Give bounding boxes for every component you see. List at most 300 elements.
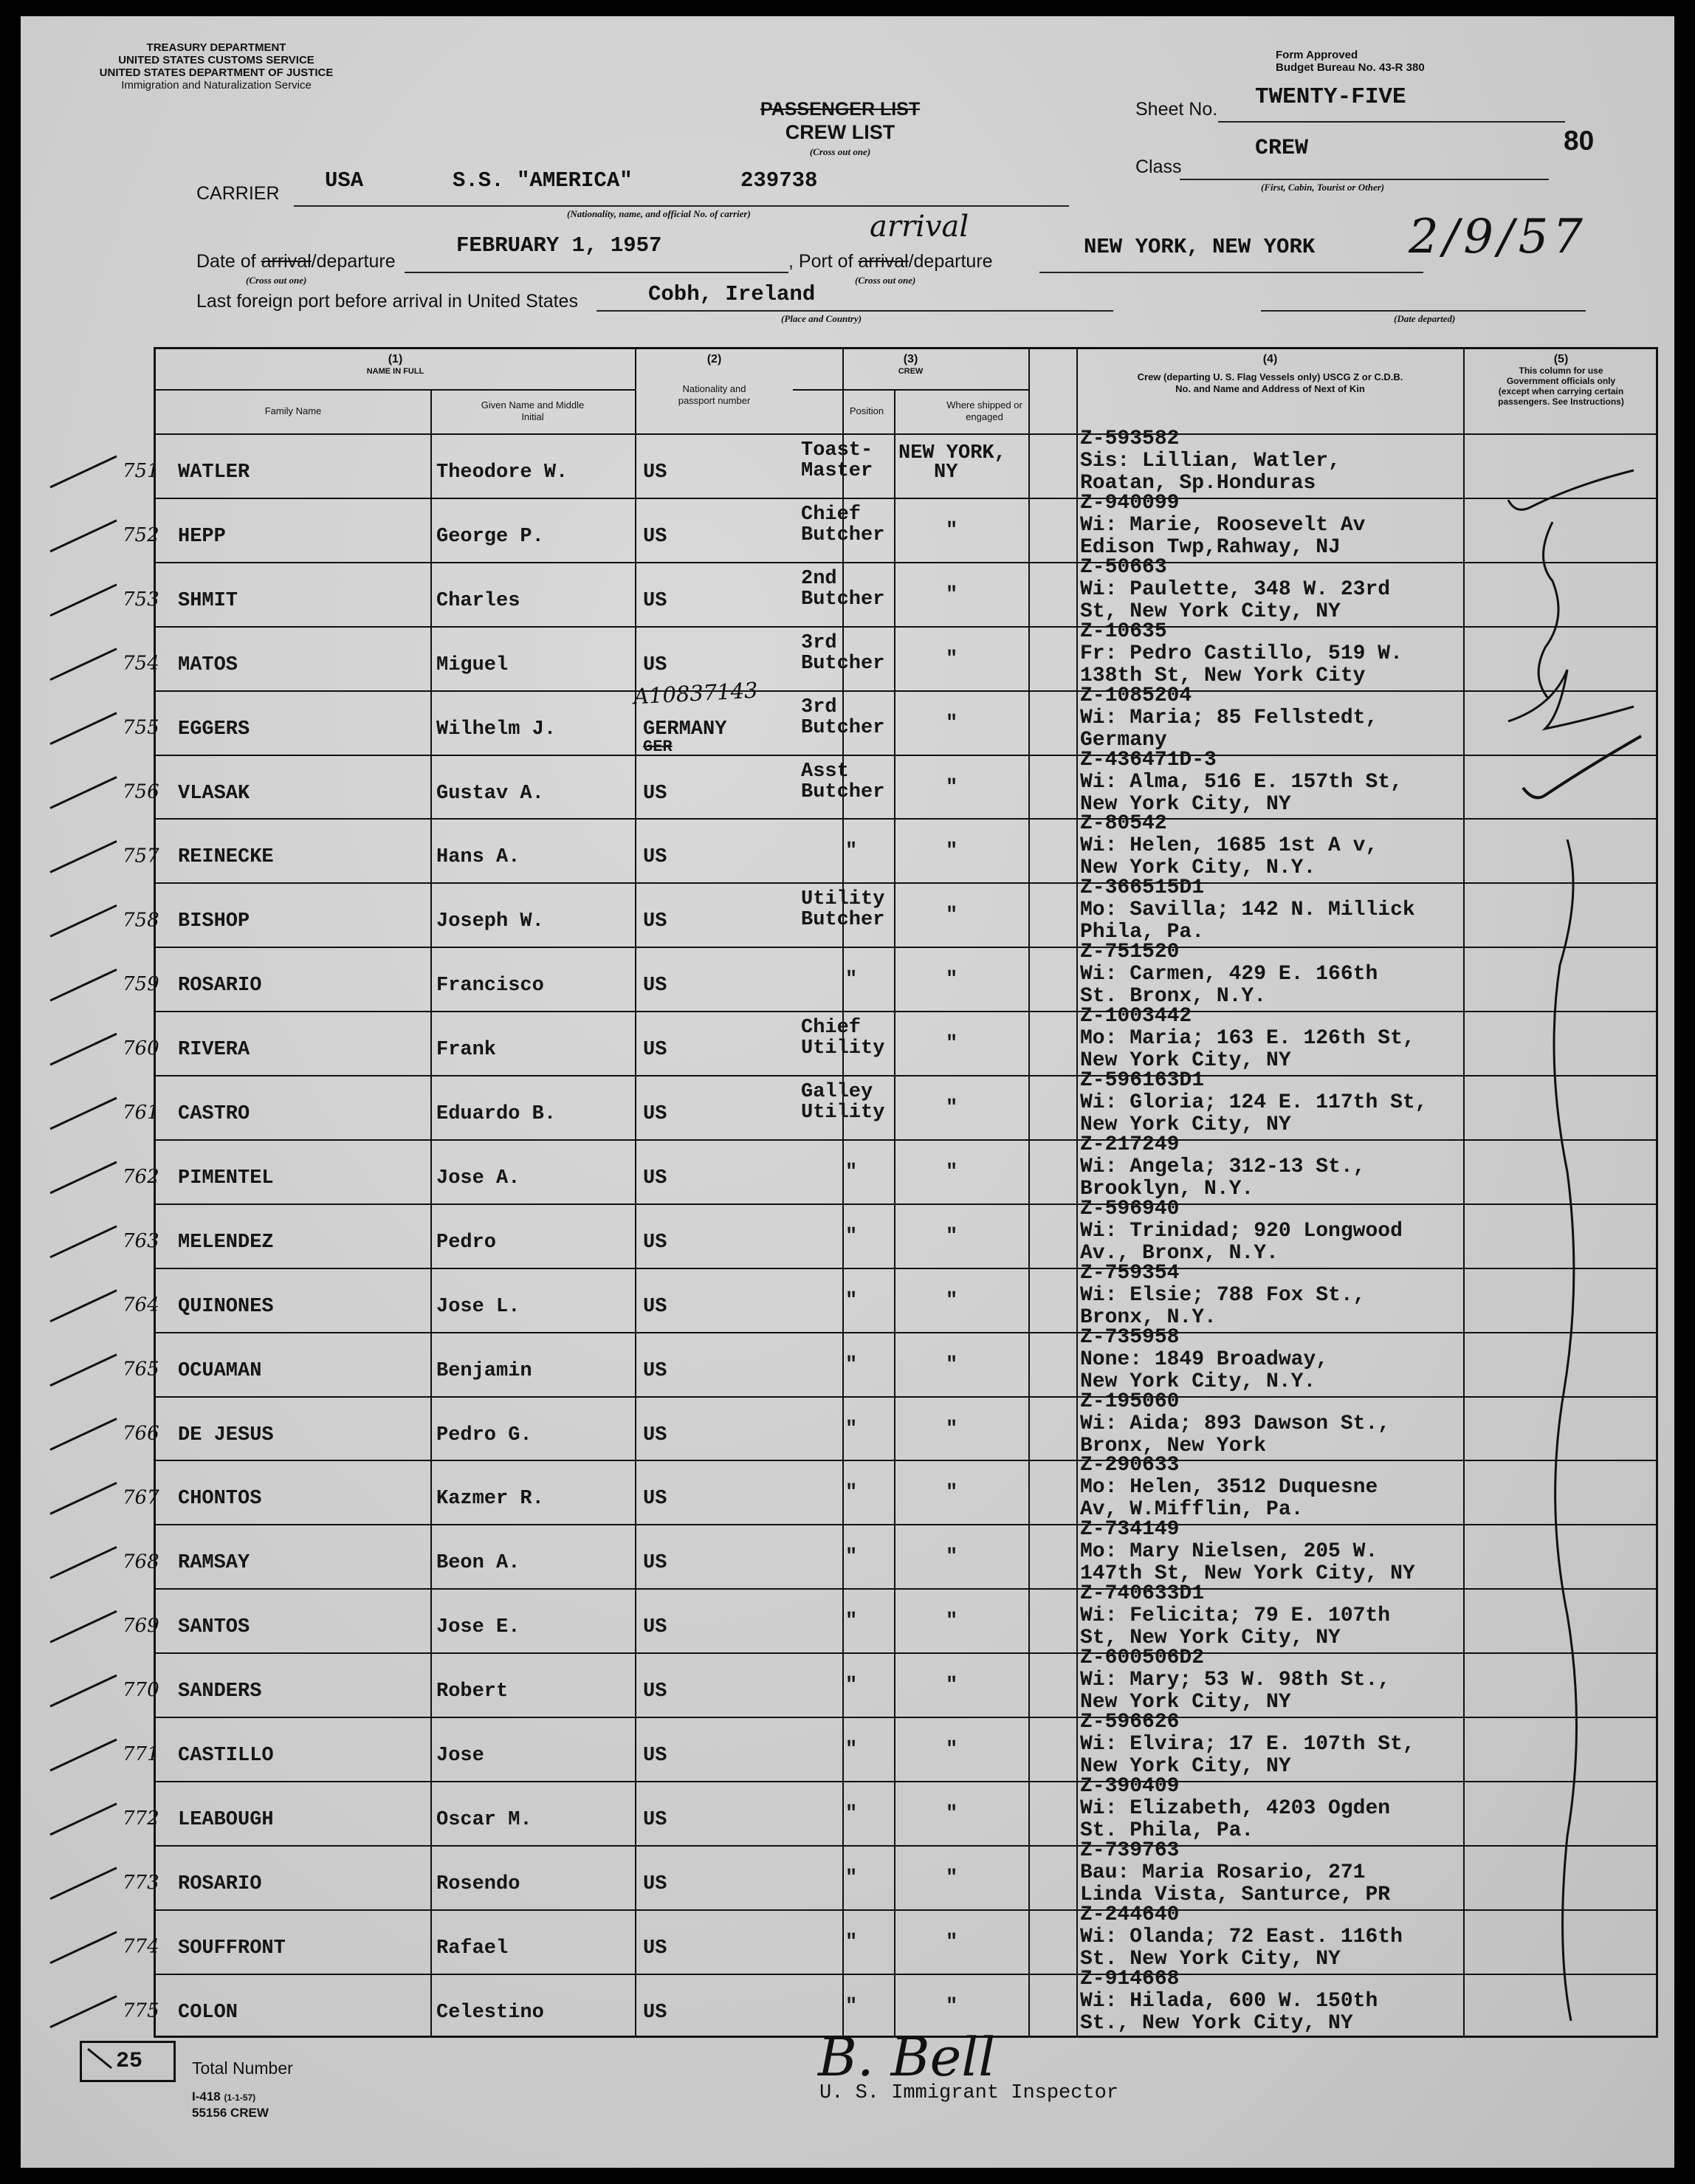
- crew-z-number: Z-390409: [1080, 1774, 1180, 1798]
- table-row: [156, 491, 1656, 562]
- crew-z-number: Z-596940: [1080, 1197, 1180, 1220]
- next-of-kin-line-2: Brooklyn, N.Y.: [1080, 1177, 1254, 1201]
- position: ": [845, 1802, 858, 1825]
- position-line-1: 2nd: [801, 567, 837, 590]
- next-of-kin-line-1: Sis: Lillian, Watler,: [1080, 450, 1341, 473]
- next-of-kin-line-2: Linda Vista, Santurce, PR: [1080, 1883, 1391, 1906]
- tally-mark: [50, 1291, 117, 1322]
- carrier-label: CARRIER: [196, 183, 280, 204]
- nationality: US: [643, 1103, 667, 1125]
- row-number: 772: [123, 1807, 159, 1830]
- position-line-1: Galley: [801, 1081, 873, 1103]
- shipped: ": [946, 1289, 958, 1312]
- tally-mark: [50, 905, 117, 936]
- next-of-kin-line-2: New York City, N.Y.: [1080, 856, 1316, 880]
- position-line-2: Utility: [801, 1102, 885, 1124]
- class-caption: (First, Cabin, Tourist or Other): [1261, 182, 1385, 193]
- carrier-name: S.S. "AMERICA": [453, 168, 633, 193]
- tally-mark: [50, 1996, 117, 2027]
- position-line-2: Butcher: [801, 716, 885, 739]
- next-of-kin-line-1: Wi: Trinidad; 920 Longwood: [1080, 1219, 1403, 1243]
- position: ": [845, 1289, 858, 1312]
- family-name: RAMSAY: [178, 1552, 250, 1575]
- next-of-kin-line-1: Wi: Mary; 53 W. 98th St.,: [1080, 1669, 1391, 1692]
- col1-family-header: Family Name: [264, 405, 322, 416]
- crew-z-number: Z-600506D2: [1080, 1646, 1205, 1670]
- tally-mark: [50, 1419, 117, 1450]
- shipped-line-1: NEW YORK,: [898, 442, 1006, 464]
- shipped: ": [946, 1225, 958, 1248]
- next-of-kin-line-1: Wi: Helen, 1685 1st A v,: [1080, 834, 1378, 858]
- row-number: 770: [123, 1679, 159, 1702]
- row-number: 758: [123, 909, 159, 932]
- col4-title: Crew (departing U. S. Flag Vessels only) USCG Z or C.D.B. No. and Name and Address of Next of Kin: [1137, 371, 1403, 394]
- tally-mark: [50, 1162, 117, 1193]
- tally-mark: [50, 585, 117, 616]
- given-name: Beon A.: [436, 1552, 520, 1575]
- shipped: ": [946, 904, 958, 927]
- tally-mark: [50, 1355, 117, 1386]
- family-name: EGGERS: [178, 718, 250, 741]
- carrier-number: 239738: [740, 168, 818, 193]
- margin-tally-icon: [43, 430, 159, 2054]
- next-of-kin-line-1: Mo: Mary Nielsen, 205 W.: [1080, 1540, 1378, 1564]
- nationality: US: [643, 1039, 667, 1062]
- next-of-kin-line-2: St. New York City, NY: [1080, 1947, 1341, 1971]
- row-number: 756: [123, 780, 159, 803]
- crew-z-number: Z-195060: [1080, 1390, 1180, 1413]
- next-of-kin-line-2: Av, W.Mifflin, Pa.: [1080, 1498, 1304, 1522]
- shipped: ": [946, 712, 958, 735]
- title-cross-out-note: (Cross out one): [809, 146, 871, 157]
- form-approved-line-1: Form Approved: [1276, 49, 1358, 61]
- next-of-kin-line-1: Wi: Elsie; 788 Fox St.,: [1080, 1283, 1366, 1307]
- row-number: 755: [123, 716, 159, 739]
- position-line-2: Butcher: [801, 523, 885, 546]
- position-line-2: Butcher: [801, 652, 885, 675]
- given-name: Celestino: [436, 2001, 544, 2024]
- col1-title: NAME IN FULL: [366, 367, 424, 376]
- total-number-label: Total Number: [192, 2058, 293, 2078]
- next-of-kin-line-1: Mo: Helen, 3512 Duquesne: [1080, 1476, 1378, 1500]
- port-value: NEW YORK, NEW YORK: [1084, 235, 1316, 259]
- table-row: [156, 812, 1656, 882]
- shipped: ": [946, 1353, 958, 1376]
- nationality: US: [643, 653, 667, 676]
- next-of-kin-line-1: Wi: Elizabeth, 4203 Ogden: [1080, 1796, 1391, 1820]
- position-line-2: Utility: [801, 1037, 885, 1060]
- position-line-2: Butcher: [801, 780, 885, 803]
- table-row: [156, 1325, 1656, 1396]
- given-name: Frank: [436, 1039, 497, 1062]
- col3-header: [793, 354, 1028, 377]
- crew-table: [154, 347, 1658, 2038]
- row-number: 775: [123, 1999, 159, 2022]
- tally-mark: [50, 1034, 117, 1065]
- date-value: FEBRUARY 1, 1957: [456, 233, 662, 258]
- family-name: HEPP: [178, 525, 226, 548]
- family-name: CHONTOS: [178, 1488, 262, 1511]
- position: ": [845, 840, 858, 863]
- col3-number: (3): [903, 353, 918, 365]
- table-row: [156, 1582, 1656, 1652]
- port-label-suffix: /departure: [908, 251, 993, 272]
- carrier-caption: (Nationality, name, and official No. of carrier): [567, 208, 751, 219]
- family-name: LEABOUGH: [178, 1808, 274, 1831]
- next-of-kin-line-1: Wi: Olanda; 72 East. 116th: [1080, 1925, 1403, 1948]
- nationality: US: [643, 910, 667, 933]
- next-of-kin-line-2: Germany: [1080, 728, 1167, 752]
- next-of-kin-line-2: Bronx, N.Y.: [1080, 1305, 1217, 1329]
- shipped: ": [946, 1867, 958, 1889]
- given-name: Jose E.: [436, 1616, 520, 1639]
- handwritten-date: 2/9/57: [1409, 210, 1587, 264]
- next-of-kin-line-1: Wi: Alma, 516 E. 157th St,: [1080, 770, 1403, 794]
- nationality: US: [643, 1231, 667, 1254]
- shipped: ": [946, 1739, 958, 1761]
- col2-title: Nationality and passport number: [678, 383, 751, 406]
- shipped: ": [946, 969, 958, 992]
- crew-z-number: Z-217249: [1080, 1133, 1180, 1156]
- next-of-kin-line-2: New York City, NY: [1080, 1755, 1291, 1778]
- tally-mark: [50, 1483, 117, 1514]
- nationality: US: [643, 1167, 667, 1189]
- col5-number: (5): [1553, 353, 1569, 365]
- next-of-kin-line-2: Phila, Pa.: [1080, 921, 1205, 944]
- sheet-label: Sheet No.: [1135, 99, 1218, 120]
- position: ": [845, 1418, 858, 1440]
- next-of-kin-line-2: St, New York City, NY: [1080, 600, 1341, 623]
- class-value: CREW: [1255, 136, 1309, 161]
- row-number: 767: [123, 1486, 159, 1509]
- col3-where-header: Where shipped or engaged: [946, 399, 1022, 422]
- shipped: ": [946, 1995, 958, 2018]
- shipped: ": [946, 1802, 958, 1825]
- table-row: [156, 1454, 1656, 1524]
- inspector-signature: B. Bell: [818, 2026, 996, 2088]
- next-of-kin-line-1: Wi: Carmen, 429 E. 166th: [1080, 963, 1378, 986]
- position: ": [845, 1995, 858, 2018]
- next-of-kin-line-1: Bau: Maria Rosario, 271: [1080, 1861, 1366, 1884]
- crew-z-number: Z-593582: [1080, 427, 1180, 450]
- table-row: [156, 1133, 1656, 1203]
- shipped: ": [946, 776, 958, 799]
- shipped: ": [946, 1675, 958, 1697]
- next-of-kin-line-1: Wi: Maria; 85 Fellstedt,: [1080, 706, 1378, 729]
- row-number: 759: [123, 973, 159, 996]
- family-name: SANDERS: [178, 1680, 262, 1703]
- table-row: [156, 555, 1656, 626]
- given-name: Benjamin: [436, 1359, 532, 1382]
- family-name: ROSARIO: [178, 1872, 262, 1895]
- position: ": [845, 1161, 858, 1184]
- given-name: Kazmer R.: [436, 1488, 544, 1511]
- tally-mark: [50, 777, 117, 808]
- nationality: US: [643, 1488, 667, 1511]
- last-port-label: Last foreign port before arrival in United States: [196, 291, 578, 312]
- date-label-arrival: arrival: [261, 251, 312, 272]
- shipped: ": [946, 1610, 958, 1633]
- next-of-kin-line-2: New York City, NY: [1080, 792, 1291, 816]
- next-of-kin-line-2: 138th St, New York City: [1080, 664, 1366, 687]
- table-row: [156, 1005, 1656, 1075]
- family-name: SHMIT: [178, 589, 238, 612]
- family-name: WATLER: [178, 461, 250, 484]
- next-of-kin-line-1: Wi: Marie, Roosevelt Av: [1080, 513, 1366, 537]
- form-code: 55156 CREW: [192, 2106, 269, 2120]
- date-label-prefix: Date of: [196, 251, 256, 272]
- nationality: US: [643, 461, 667, 484]
- shipped: ": [946, 648, 958, 670]
- family-name: OCUAMAN: [178, 1359, 262, 1382]
- tally-mark: [50, 1098, 117, 1129]
- next-of-kin-line-1: Wi: Aida; 893 Dawson St.,: [1080, 1412, 1391, 1435]
- position-line-2: Butcher: [801, 909, 885, 932]
- port-cross-out-note: (Cross out one): [855, 275, 916, 286]
- tally-mark: [50, 521, 117, 552]
- shipped: ": [946, 1931, 958, 1954]
- row-number: 766: [123, 1422, 159, 1445]
- family-name: RIVERA: [178, 1039, 250, 1062]
- col4-header: [1077, 354, 1463, 395]
- given-name: Pedro G.: [436, 1424, 532, 1446]
- crew-z-number: Z-244640: [1080, 1903, 1180, 1926]
- tally-mark: [50, 1547, 117, 1578]
- nationality: US: [643, 1680, 667, 1703]
- class-label: Class: [1135, 157, 1182, 177]
- row-number: 762: [123, 1165, 159, 1188]
- next-of-kin-line-2: Av., Bronx, N.Y.: [1080, 1241, 1279, 1265]
- passport-annotation: A10837143: [633, 677, 759, 710]
- form-number: [192, 2089, 255, 2104]
- given-name: Pedro: [436, 1231, 497, 1254]
- shipped: ": [946, 1097, 958, 1119]
- row-number: 768: [123, 1551, 159, 1573]
- family-name: SANTOS: [178, 1616, 250, 1639]
- next-of-kin-line-2: Roatan, Sp.Honduras: [1080, 472, 1316, 495]
- row-number: 754: [123, 652, 159, 675]
- next-of-kin-line-2: St, New York City, NY: [1080, 1627, 1341, 1650]
- position: ": [845, 1482, 858, 1505]
- position: ": [845, 1610, 858, 1633]
- given-name: Gustav A.: [436, 782, 544, 805]
- nationality: US: [643, 782, 667, 805]
- shipped: ": [946, 1482, 958, 1505]
- form-number-date: (1-1-57): [224, 2092, 256, 2103]
- family-name: REINECKE: [178, 846, 274, 869]
- tally-mark: [50, 1226, 117, 1257]
- family-name: BISHOP: [178, 910, 250, 933]
- agency-line-4: Immigration and Naturalization Service: [121, 79, 312, 92]
- row-number: 751: [123, 460, 159, 482]
- next-of-kin-line-2: Edison Twp,Rahway, NJ: [1080, 535, 1341, 559]
- next-of-kin-line-2: New York City, NY: [1080, 1113, 1291, 1136]
- title-passenger-list: PASSENGER LIST: [760, 99, 921, 120]
- position-line-1: Chief: [801, 1017, 862, 1040]
- tally-mark: [50, 1675, 117, 1706]
- row-number: 774: [123, 1935, 159, 1958]
- next-of-kin-line-1: Wi: Angela; 312-13 St.,: [1080, 1155, 1366, 1178]
- position: ": [845, 969, 858, 992]
- family-name: ROSARIO: [178, 975, 262, 997]
- next-of-kin-line-2: New York City, NY: [1080, 1049, 1291, 1073]
- next-of-kin-line-1: Wi: Felicita; 79 E. 107th: [1080, 1604, 1391, 1628]
- crew-z-number: Z-10635: [1080, 619, 1167, 643]
- tally-mark: [50, 1740, 117, 1771]
- agency-block: [72, 41, 360, 92]
- tally-mark: [50, 456, 117, 487]
- table-row: [156, 1518, 1656, 1588]
- row-number: 760: [123, 1037, 159, 1060]
- family-name: PIMENTEL: [178, 1167, 274, 1189]
- title-crew-list: CREW LIST: [785, 121, 895, 143]
- position-line-2: Butcher: [801, 588, 885, 611]
- date-label-suffix: /departure: [311, 251, 396, 272]
- given-name: Joseph W.: [436, 910, 544, 933]
- row-number: 757: [123, 845, 159, 868]
- position: ": [845, 1546, 858, 1569]
- date-departed-caption: (Date departed): [1394, 313, 1456, 324]
- table-row: [156, 1197, 1656, 1268]
- crew-z-number: Z-759354: [1080, 1261, 1180, 1285]
- nationality: US: [643, 1616, 667, 1639]
- sheet-value: TWENTY-FIVE: [1255, 84, 1406, 110]
- family-name: MATOS: [178, 653, 238, 676]
- place-caption: (Place and Country): [781, 313, 862, 324]
- given-name: George P.: [436, 525, 544, 548]
- col1-given-header: Given Name and Middle Initial: [481, 399, 585, 422]
- shipped: ": [946, 840, 958, 863]
- crew-z-number: Z-50663: [1080, 555, 1167, 579]
- family-name: MELENDEZ: [178, 1231, 274, 1254]
- given-name: Jose L.: [436, 1295, 520, 1318]
- crew-z-number: Z-366515D1: [1080, 876, 1205, 900]
- nationality: US: [643, 1937, 667, 1960]
- position-line-1: Asst: [801, 760, 849, 783]
- last-port-value: Cobh, Ireland: [648, 282, 816, 306]
- row-number: 765: [123, 1358, 159, 1381]
- next-of-kin-line-2: New York City, N.Y.: [1080, 1370, 1316, 1393]
- position-line-1: Chief: [801, 503, 862, 526]
- crew-z-number: Z-290633: [1080, 1454, 1180, 1477]
- position: ": [845, 1675, 858, 1697]
- crew-z-number: Z-740633D1: [1080, 1582, 1205, 1606]
- crew-z-number: Z-596626: [1080, 1711, 1180, 1734]
- next-of-kin-line-1: Wi: Paulette, 348 W. 23rd: [1080, 577, 1391, 601]
- next-of-kin-line-2: New York City, NY: [1080, 1691, 1291, 1714]
- shipped: ": [946, 519, 958, 542]
- position-line-1: Utility: [801, 888, 885, 911]
- col5-header: [1464, 354, 1658, 407]
- row-number: 763: [123, 1229, 159, 1252]
- position-line-1: Toast-: [801, 439, 873, 461]
- next-of-kin-line-2: St. Bronx, N.Y.: [1080, 985, 1267, 1009]
- shipped-line-2: NY: [934, 461, 958, 484]
- nationality: US: [643, 1552, 667, 1575]
- col4-number: (4): [1262, 353, 1278, 365]
- given-name: Theodore W.: [436, 461, 568, 484]
- total-number-value: 25: [116, 2049, 143, 2074]
- col3-position-header: Position: [849, 405, 884, 416]
- position: ": [845, 1739, 858, 1761]
- row-number: 764: [123, 1294, 159, 1316]
- port-label-prefix: , Port of: [788, 251, 853, 272]
- form-number-id: I-418: [192, 2089, 221, 2104]
- next-of-kin-line-1: Wi: Elvira; 17 E. 107th St,: [1080, 1733, 1415, 1756]
- col5-marks-icon: [1464, 433, 1658, 2036]
- total-number-box: [80, 2041, 176, 2082]
- handwritten-arrival: arrival: [870, 210, 969, 244]
- family-name: CASTRO: [178, 1103, 250, 1125]
- table-row: [156, 1261, 1656, 1332]
- position: ": [845, 1931, 858, 1954]
- crew-z-number: Z-1085204: [1080, 684, 1192, 707]
- crew-z-number: Z-739763: [1080, 1838, 1180, 1862]
- crew-z-number: Z-734149: [1080, 1518, 1180, 1542]
- table-row: [156, 1711, 1656, 1781]
- nationality: US: [643, 975, 667, 997]
- nationality: US: [643, 1295, 667, 1318]
- tally-mark: [50, 841, 117, 872]
- crew-z-number: Z-735958: [1080, 1325, 1180, 1349]
- document-page: [21, 16, 1674, 2168]
- crew-z-number: Z-1003442: [1080, 1005, 1192, 1029]
- nationality: US: [643, 1359, 667, 1382]
- row-number: 752: [123, 523, 159, 546]
- tally-mark: [50, 713, 117, 744]
- given-name: Eduardo B.: [436, 1103, 557, 1125]
- family-name: QUINONES: [178, 1295, 274, 1318]
- nationality: US: [643, 846, 667, 869]
- row-number: 773: [123, 1871, 159, 1894]
- date-label: [196, 251, 396, 272]
- nationality: US: [643, 589, 667, 612]
- given-name: Jose: [436, 1745, 484, 1767]
- next-of-kin-line-1: None: 1849 Broadway,: [1080, 1347, 1329, 1371]
- next-of-kin-line-1: Fr: Pedro Castillo, 519 W.: [1080, 642, 1403, 665]
- row-number: 753: [123, 588, 159, 611]
- nationality: US: [643, 1872, 667, 1895]
- nationality: US: [643, 1808, 667, 1831]
- col5-title: This column for use Government officials only (except when carrying certain passengers. See Instructions): [1498, 365, 1624, 407]
- shipped: ": [946, 1418, 958, 1440]
- table-row: [156, 1390, 1656, 1460]
- shipped: ": [946, 1161, 958, 1184]
- given-name: Robert: [436, 1680, 509, 1703]
- agency-line-2: UNITED STATES CUSTOMS SERVICE: [118, 54, 314, 66]
- crew-z-number: Z-80542: [1080, 812, 1167, 836]
- family-name: COLON: [178, 2001, 238, 2024]
- nationality: US: [643, 525, 667, 548]
- given-name: Hans A.: [436, 846, 520, 869]
- crew-z-number: Z-436471D-3: [1080, 748, 1217, 772]
- family-name: CASTILLO: [178, 1745, 274, 1767]
- table-row: [156, 1069, 1656, 1139]
- inspector-label: U. S. Immigrant Inspector: [819, 2082, 1119, 2104]
- tally-mark: [50, 1868, 117, 1899]
- row-number: 771: [123, 1743, 159, 1765]
- date-cross-out-note: (Cross out one): [246, 275, 307, 286]
- position-line-1: 3rd: [801, 631, 837, 654]
- next-of-kin-line-2: St., New York City, NY: [1080, 2011, 1353, 2035]
- port-label-arrival: arrival: [858, 251, 909, 272]
- next-of-kin-line-1: Wi: Hilada, 600 W. 150th: [1080, 1989, 1378, 2013]
- table-row: [156, 1774, 1656, 1845]
- next-of-kin-line-2: St. Phila, Pa.: [1080, 1819, 1254, 1842]
- row-number: 761: [123, 1102, 159, 1124]
- table-row: [156, 427, 1656, 498]
- crew-z-number: Z-914668: [1080, 1967, 1180, 1991]
